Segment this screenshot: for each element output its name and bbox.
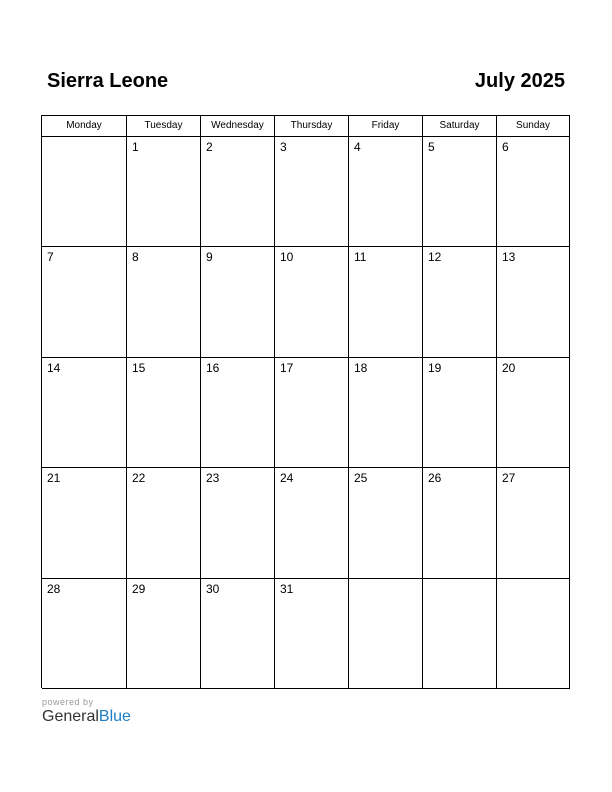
day-cell (423, 358, 497, 468)
day-cell (497, 468, 570, 578)
day-cell (201, 358, 275, 468)
generalblue-logo[interactable] (42, 708, 131, 726)
day-number: 10 (280, 250, 294, 265)
weekday-friday: Friday (349, 116, 423, 137)
day-number: 31 (280, 581, 294, 596)
day-cell (42, 137, 127, 247)
weekday-wednesday: Wednesday (201, 116, 275, 137)
weekday-thursday: Thursday (275, 116, 349, 137)
weekday-tuesday: Tuesday (127, 116, 201, 137)
day-cell (275, 358, 349, 468)
day-cell (127, 579, 201, 689)
week-row-3 (42, 358, 570, 468)
day-number: 17 (280, 360, 294, 375)
day-cell (275, 247, 349, 357)
footer-branding (42, 697, 131, 726)
day-number: 19 (428, 360, 442, 375)
day-cell (127, 358, 201, 468)
day-number: 29 (132, 581, 146, 596)
weekday-monday: Monday (42, 116, 127, 137)
calendar-header (47, 70, 565, 100)
day-cell (201, 468, 275, 578)
day-number: 4 (354, 140, 361, 154)
day-cell (275, 137, 349, 247)
day-number: 25 (354, 471, 368, 486)
day-number: 8 (132, 250, 139, 265)
day-number: 2 (206, 140, 213, 154)
country-title: Sierra Leone (47, 70, 169, 92)
day-cell (201, 579, 275, 689)
day-cell (201, 247, 275, 357)
week-row-4 (42, 468, 570, 578)
weekday-saturday: Saturday (423, 116, 497, 137)
day-cell (497, 247, 570, 357)
month-title: July 2025 (474, 70, 565, 92)
day-cell (349, 468, 423, 578)
day-number: 28 (47, 581, 61, 596)
day-number: 16 (206, 360, 220, 375)
day-number: 22 (132, 471, 146, 486)
day-number: 18 (354, 360, 368, 375)
day-number: 15 (132, 360, 146, 375)
week-row-1 (42, 137, 570, 247)
day-number: 14 (47, 360, 61, 375)
day-cell (349, 247, 423, 357)
day-cell (275, 579, 349, 689)
day-cell (497, 137, 570, 247)
day-cell (423, 468, 497, 578)
day-number: 27 (502, 471, 516, 486)
day-cell (423, 247, 497, 357)
week-row-5 (42, 579, 570, 689)
week-row-2 (42, 247, 570, 357)
day-number: 30 (206, 581, 220, 596)
day-cell (275, 468, 349, 578)
day-cell (349, 358, 423, 468)
day-cell (423, 137, 497, 247)
brand-name-blue: Blue (98, 708, 131, 725)
day-cell (349, 579, 423, 689)
day-number: 1 (132, 140, 139, 154)
weekday-sunday: Sunday (497, 116, 570, 137)
day-cell (127, 247, 201, 357)
day-cell (127, 137, 201, 247)
day-cell (497, 358, 570, 468)
day-cell (349, 137, 423, 247)
day-number: 5 (428, 140, 435, 154)
day-number: 3 (280, 140, 287, 154)
day-number: 21 (47, 471, 61, 486)
day-number: 20 (502, 360, 516, 375)
day-number: 12 (428, 250, 442, 265)
day-number: 6 (502, 140, 509, 154)
powered-by-label: powered by (42, 697, 94, 707)
day-number: 24 (280, 471, 294, 486)
weekday-header-row (42, 116, 570, 137)
day-cell (127, 468, 201, 578)
day-number: 7 (47, 250, 54, 265)
day-cell (42, 358, 127, 468)
day-number: 13 (502, 250, 516, 265)
day-cell (201, 137, 275, 247)
day-number: 26 (428, 471, 442, 486)
brand-name-general: General (42, 708, 99, 725)
day-cell (42, 247, 127, 357)
day-cell (42, 468, 127, 578)
day-number: 23 (206, 471, 220, 486)
day-number: 11 (354, 250, 367, 265)
day-cell (497, 579, 570, 689)
day-cell (423, 579, 497, 689)
day-number: 9 (206, 250, 213, 265)
calendar-grid (41, 115, 570, 688)
day-cell (42, 579, 127, 689)
